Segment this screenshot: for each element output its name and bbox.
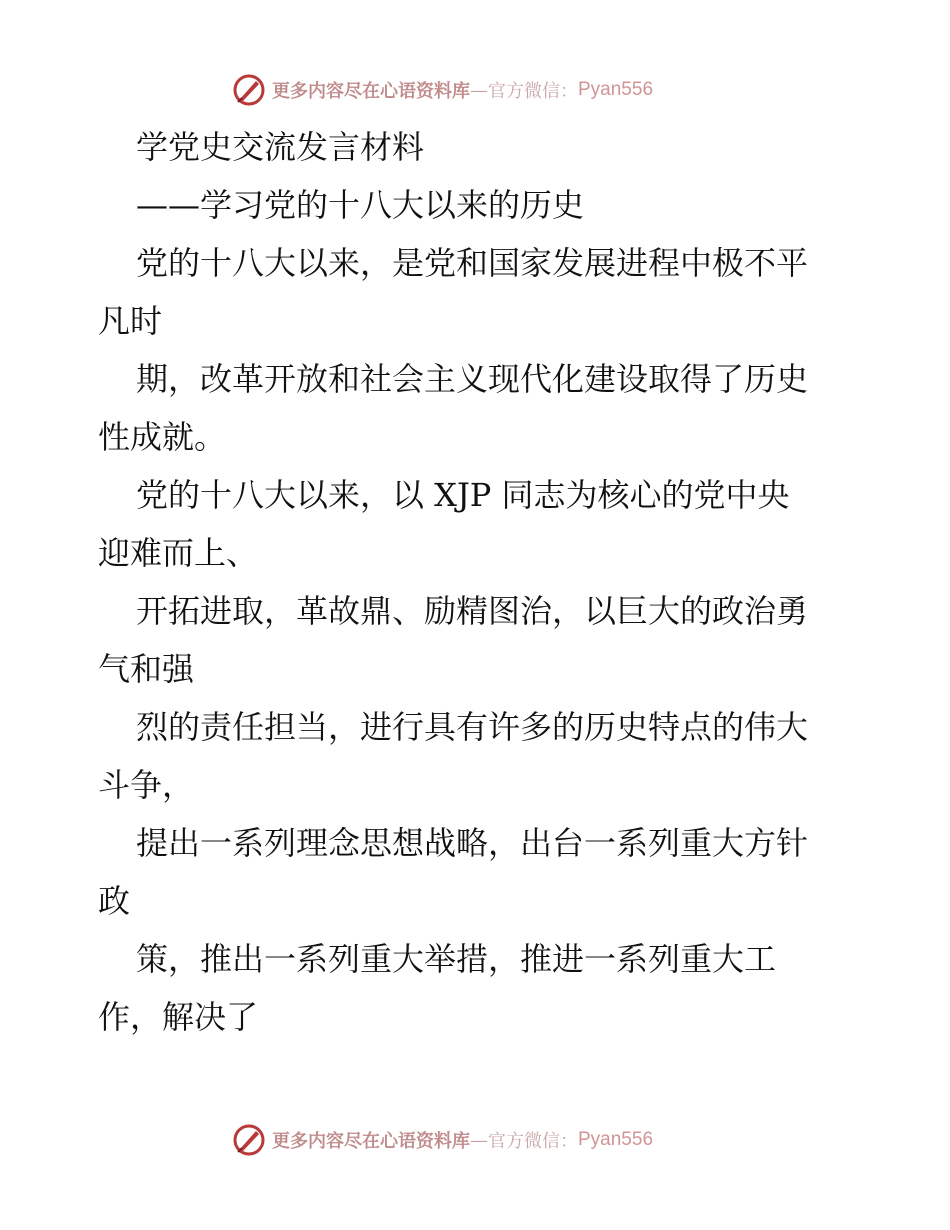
- document-title: 学党史交流发言材料: [136, 128, 425, 166]
- paragraph-line: 迎难而上、: [98, 534, 259, 572]
- banner-wechat-label: 官方微信：: [488, 81, 578, 102]
- paragraph-line: 作，解决了: [98, 998, 259, 1036]
- paragraph-line: 性成就。: [98, 418, 227, 456]
- banner-wechat-label: 官方微信：: [488, 1131, 578, 1152]
- paragraph-line: 气和强: [98, 650, 195, 688]
- paragraph-line: 党的十八大以来，以 XJP 同志为核心的党中央: [136, 476, 790, 514]
- footer-banner: [232, 1120, 712, 1160]
- banner-site-text: 更多内容尽在心语资料库: [272, 81, 470, 102]
- paragraph-line: 凡时: [98, 302, 163, 340]
- document-subtitle: ——学习党的十八大以来的历史: [136, 186, 585, 224]
- paragraph-line: 政: [98, 882, 131, 920]
- paragraph-line: 开拓进取，革故鼎、励精图治，以巨大的政治勇: [136, 592, 809, 630]
- quill-logo-icon: [232, 73, 266, 107]
- quill-logo-icon: [232, 1123, 266, 1157]
- document-body: [98, 118, 868, 1046]
- paragraph-line: 烈的责任担当，进行具有许多的历史特点的伟大: [136, 708, 809, 746]
- banner-separator: —: [470, 1129, 488, 1151]
- header-banner: [232, 70, 712, 110]
- paragraph-line: 党的十八大以来，是党和国家发展进程中极不平: [136, 244, 809, 282]
- banner-wechat-id: Pyan556: [578, 79, 654, 100]
- banner-site-text: 更多内容尽在心语资料库: [272, 1131, 470, 1152]
- paragraph-line: 策，推出一系列重大举措，推进一系列重大工: [136, 940, 777, 978]
- banner-separator: —: [470, 79, 488, 101]
- banner-wechat-id: Pyan556: [578, 1129, 654, 1150]
- paragraph-line: 斗争，: [98, 766, 195, 804]
- paragraph-line: 提出一系列理念思想战略，出台一系列重大方针: [136, 824, 809, 862]
- paragraph-line: 期，改革开放和社会主义现代化建设取得了历史: [136, 360, 809, 398]
